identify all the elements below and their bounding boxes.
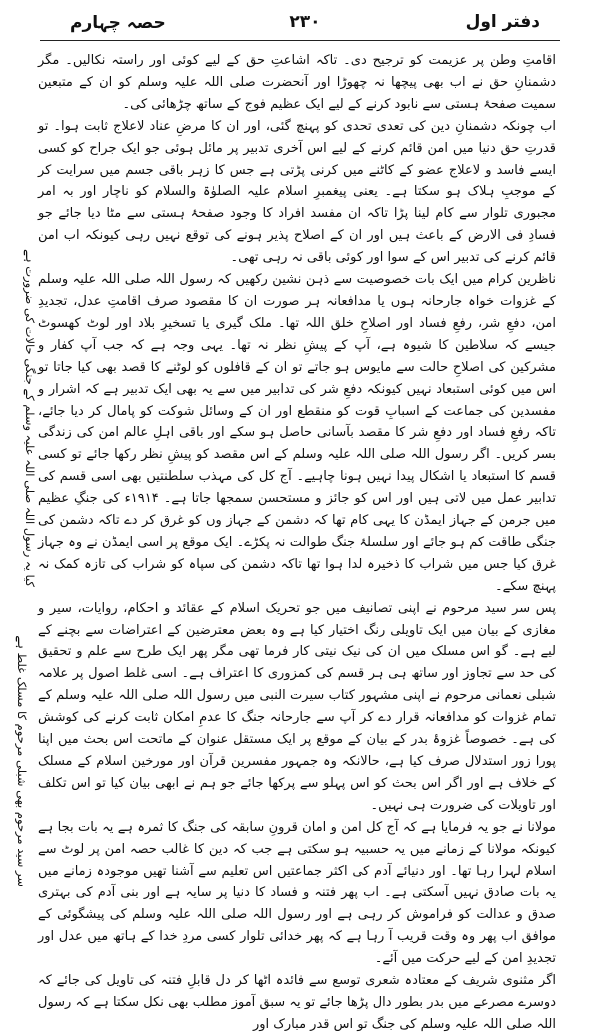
book-title: دفتر اول xyxy=(465,12,540,32)
paragraph: اقامتِ وطن پر عزیمت کو ترجیح دی۔ تاکہ اشاعتِ حق کے لیے کوئی اور راستہ نکالیں۔ مگر دشمنانِ حق نے اب بھی پیچھا نہ چھوڑا اور آنحضرت صلی اللہ علیہ وسلم کو ان کے متبعین سمیت صفحۂ ہستی سے نابود کرنے کے لیے ایک عظیم فوج کے ساتھ چڑھائی کی۔ xyxy=(38,53,556,112)
paragraph: ناظرین کرام میں ایک بات خصوصیت سے ذہن نشین رکھیں کہ رسول اللہ صلی اللہ علیہ وسلم کے غزوات خواہ جارحانہ ہوں یا مدافعانہ ہر صورت ان کا مقصود صرف اقامتِ عدل، تجدیدِ امن، دفعِ شر، رفعِ فساد اور اصلاحِ خلق اللہ تھا۔ ملک گیری یا تسخیرِ بلاد اور لوٹ کھسوٹ جیسے کہ سلاطین کا شیوہ ہے، آپ کے پیشِ نظر نہ تھا۔ یہی وجہ ہے کہ جب آپ کفار و مشرکین کی اصلاحِ حالت سے مایوس ہو جاتے تو ان کے قافلوں کو لوٹنے کا قصد بھی کیا جاتا تو اس میں کوئی استبعاد نہیں کیونکہ دفعِ شر کی تدابیر میں سے یہ بھی ایک تدبیر ہے کہ اشرار و مفسدین کی جماعت کے اسبابِ قوت کو منقطع اور ان کے وسائل شوکت کو پامال کر دیا جائے، تاکہ رفعِ فساد اور دفعِ شر کا مقصد بآسانی حاصل ہو سکے اور باقی اہلِ عالم امن کی زندگی بسر کریں۔ اگر رسول اللہ صلی اللہ علیہ وسلم کے اس مقصد کو پیشِ نظر رکھا جائے تو کسی قسم کا استبعاد یا اشکال پیدا نہیں ہونا چاہیے۔ آج کل کی مہذب سلطنتیں بھی اسی قسم کی تدابیر عمل میں لاتی ہیں اور اس کو جائز و مستحسن سمجھا جاتا ہے۔ ۱۹۱۴ء کی جنگِ عظیم میں جرمن کے جہاز ایمڈن کا یہی کام تھا کہ دشمن کے جہاز وں کو غرق کر دے تاکہ دشمن کی جنگی طاقت کم ہو جائے اور سلسلۂ جنگ طوالت نہ پکڑے۔ ایک موقع پر اسی ایمڈن نے وہ جہاز غرق کیا جس میں شراب کا ذخیرہ لدا ہوا تھا تاکہ دشمن کی سپاہ کو شراب کی تازہ کمک نہ پہنچ سکے۔ xyxy=(38,272,556,594)
page-number: ۲۳۰ xyxy=(289,12,321,32)
paragraph: اگر مثنوی شریف کے معتادہ شعری توسع سے فائدہ اٹھا کر دل قابلِ فتنہ کی تاویل کی جائے کہ دوسرے مصرعے میں بدر بطور دال پڑھا جائے تو یہ سبق آموز مطلب بھی نکل سکتا ہے کہ رسول اللہ صلی اللہ علیہ وسلم کی جنگ تو اس قدر مبارک اور xyxy=(38,973,556,1032)
paragraph: مولانا نے جو یہ فرمایا ہے کہ آج کل امن و امان قرونِ سابقہ کی جنگ کا ثمرہ ہے یہ بات بجا ہے کیونکہ مولانا کے زمانے میں یہ حسبیہ ہو سکتی ہے جب کہ دین کا غالب حصہ امن پر لوٹ سے اسلام لہرا رہا تھا۔ اور دنیائے آدم کی اکثر جماعتیں اس تعلیم سے آشنا تھیں موجودہ زمانے میں یہ بات صادق نہیں آسکتی ہے۔ اب پھر فتنہ و فساد کا دنیا پر سایہ ہے اور بنی آدم کی بہتری صدق و عدالت کو فراموش کر رہی ہے اور رسول اللہ صلی اللہ علیہ وسلم کی پیشگوئی کے موافق اب پھر وہ وقت قریب آ رہا ہے کہ پھر خدائی تلوار کسی مردِ خدا کے ہاتھ میں عدل اور تجدیدِ امن کے لیے حرکت میں آئے۔ xyxy=(38,819,556,967)
margin-note: کیا یہ رسول اللہ صلی اللہ علیہ وسلم کے جنگی حالات کی ضرورت ہے xyxy=(23,249,37,587)
body-text xyxy=(38,50,556,1036)
page-header xyxy=(70,12,540,40)
section-title: حصہ چہارم xyxy=(70,13,166,33)
paragraph: اب چونکہ دشمنانِ دین کی تعدی تحدی کو پہنچ گئی، اور ان کا مرضِ عناد لاعلاج ثابت ہوا۔ تو قدرتِ حق دنیا میں امن قائم کرنے کے لیے اس آخری تدبیر پر مائل ہوئی جو ایک جراح کو کسی ایسے فاسد و لاعلاج عضو کے کاٹنے میں کرنی پڑتی ہے جس کا زہر باقی جسم میں سرایت کر کے موجبِ ہلاک ہو سکتا ہے۔ یعنی پیغمبرِ اسلام علیہ الصلوٰۃ والسلام کو ناچار اور بہ امر مجبوری تلوار سے کام لینا پڑا تاکہ ان مفسد افراد کا وجود صفحۂ ہستی سے مٹا دیا جائے جو فسادِ فی الارض کے باعث ہیں اور ان کے اصلاح پذیر ہونے کی توقع نہیں رہی کیونکہ اب امن قائم کرنے کی تدبیر اس کے سوا اور کوئی باقی نہ رہی تھی۔ xyxy=(38,118,556,266)
header-rule xyxy=(40,40,560,41)
margin-note: سر سید مرحوم بھی شبلی مرحوم کا مسلک غلط ہے xyxy=(15,635,29,887)
paragraph: پس سر سید مرحوم نے اپنی تصانیف میں جو تحریک اسلام کے عقائد و احکام، روایات، سیر و مغازی کے بیان میں ایک تاویلی رنگ اختیار کیا ہے وہ بعض معترضین کے اعتراضات سے بچنے کے لیے ہے۔ گو اس مسلک میں ان کی نیک نیتی کار فرما تھی مگر پھر ایک طرح سے علم و تحقیق کی حد سے تجاوز اور ساتھ ہی ہر قسم کی کمزوری کا اعتراف ہے۔ اسی غلط اصول پر علامہ شبلی نعمانی مرحوم نے اپنی مشہور کتاب سیرت النبی میں رسول اللہ صلی اللہ علیہ وسلم کے تمام غزوات کو مدافعانہ قرار دے کر آپ سے جارحانہ جنگ کا عدمِ امکان ثابت کرنے کی کوشش کی ہے۔ خصوصاً غزوۂ بدر کے بیان کے موقع پر ایک مستقل عنوان کے ماتحت اس بحث میں اپنا پورا زور استدلال صرف کیا ہے، حالانکہ وہ جمہور مفسرین قرآن اور مورخین اسلام کے مسلک کے خلاف ہے اور اگر اس بحث کو اس پہلو سے پرکھا جائے جو ہم نے ابھی بیان کیا تو اس تکلف اور تاویلات کی ضرورت ہی نہیں۔ xyxy=(38,600,556,813)
